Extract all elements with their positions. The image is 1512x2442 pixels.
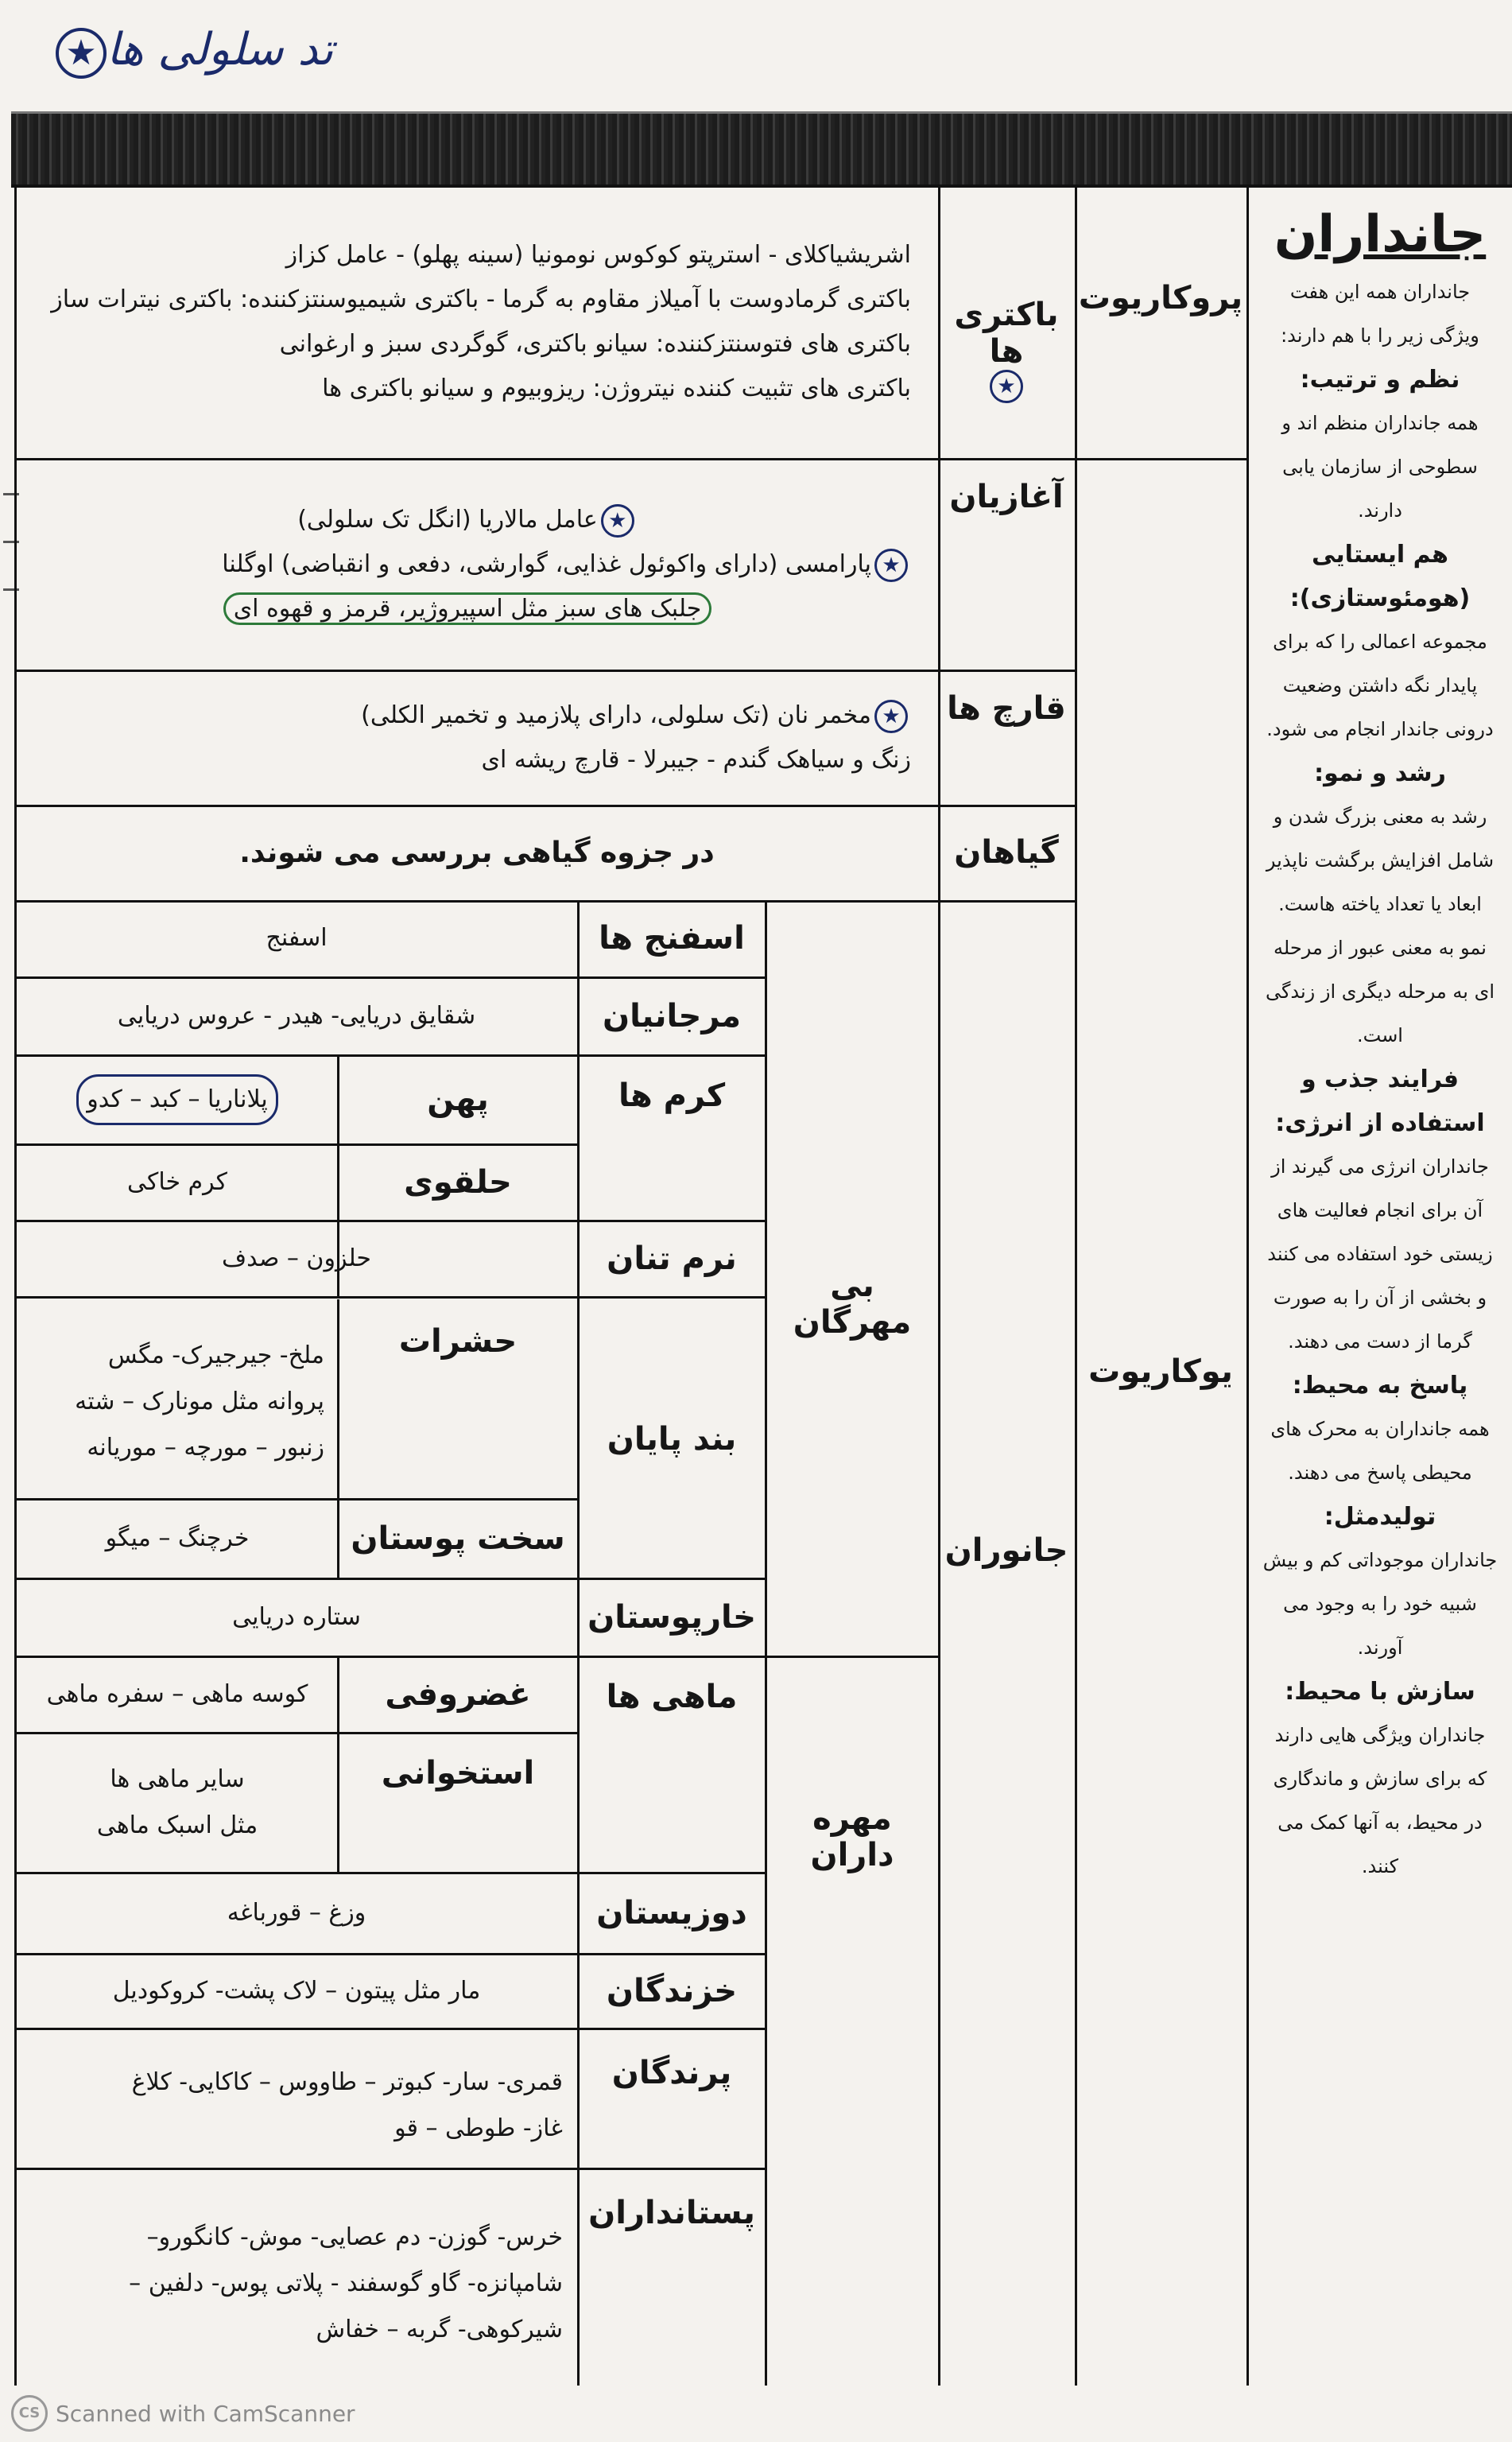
group-arthropods: بند پایان	[607, 1421, 737, 1458]
plants-note: در جزوه گیاهی بررسی می شوند.	[239, 836, 715, 869]
example-line: مثل اسبک ماهی	[96, 1811, 258, 1839]
examples-bony-fish	[17, 1733, 337, 1872]
sidebar-body: همه جانداران به محرک های محیطی پاسخ می دهند.	[1270, 1418, 1490, 1484]
table-border	[14, 458, 1075, 460]
sidebar-heading: تولیدمثل:	[1324, 1503, 1436, 1531]
examples-crustaceans: خرچنگ – میگو	[105, 1524, 250, 1552]
group-worms: کرم ها	[618, 1077, 726, 1114]
group-insects: حشرات	[398, 1323, 518, 1360]
group-bony-fish: استخوانی	[381, 1755, 535, 1792]
table-border-left	[14, 184, 17, 2386]
protist-line: جلبک های سبز مثل اسپیروژیر، قرمز و قهوه ای	[24, 587, 930, 631]
camscanner-footer	[11, 2393, 488, 2433]
group-reptiles: خزندگان	[606, 1973, 738, 2009]
group-annelids: حلقوی	[404, 1164, 512, 1201]
examples-amphibians: وزغ – قورباغه	[227, 1899, 366, 1927]
group-cartilaginous: غضروفی	[385, 1676, 531, 1713]
protist-line: ★عامل مالاریا (انگل تک سلولی)	[24, 498, 930, 542]
margin-mark	[3, 541, 19, 543]
sidebar-intro: جانداران همه این هفت ویژگی زیر را با هم دارند:	[1281, 281, 1479, 347]
sidebar-body: جانداران ویژگی هایی دارند که برای سازش و ماندگاری در محیط، به آنها کمک می کنند.	[1273, 1724, 1487, 1877]
sidebar-body: جانداران موجوداتی کم و بیش شبیه خود را به وجود می آورند.	[1262, 1549, 1498, 1659]
examples-cartilaginous: کوسه ماهی – سفره ماهی	[46, 1680, 308, 1708]
bacteria-line: باکتری گرمادوست با آمیلاز مقاوم به گرما - باکتری شیمیوسنتزکننده: باکتری نیترات ساز	[51, 285, 911, 313]
fungi-line: زنگ و سیاهک گندم - جیبرلا - قارچ ریشه ای	[481, 746, 911, 774]
example-line: پروانه مثل مونارک – شته	[75, 1388, 324, 1415]
handwritten-note: تد سلولی ها★	[48, 24, 350, 111]
camscanner-logo-icon: CS	[11, 2395, 48, 2432]
example-line: قمری- سار- کبوتر – طاووس – کاکایی- کلاغ	[131, 2068, 563, 2096]
group-birds: پرندگان	[611, 2055, 732, 2091]
protists-examples	[24, 463, 930, 666]
table-border	[1246, 184, 1249, 2386]
examples-echinoderms: ستاره دریایی	[232, 1603, 361, 1631]
group-crustaceans: سخت پوستان	[351, 1520, 565, 1557]
table-border	[938, 900, 940, 2386]
protists-label: آغازیان	[949, 479, 1064, 515]
sidebar-heading: هم ایستایی (هومئوستازی):	[1289, 541, 1471, 612]
example-line: ملخ- جیرجیرک- مگس	[107, 1341, 324, 1369]
group-corals: مرجانیان	[603, 998, 742, 1035]
sidebar-heading: سازش با محیط:	[1285, 1678, 1475, 1706]
bacteria-line: باکتری های فتوسنتزکننده: سیانو باکتری، گوگردی سبز و ارغوانی	[279, 330, 911, 358]
fungi-label: قارچ ها	[947, 690, 1066, 727]
sidebar-body: رشد به معنی بزرگ شدن و شامل افزایش برگشت ناپذیر ابعاد یا تعداد یاخته هاست. نمو به معنی عبور از مرحله ای به مرحله دیگری از زندگی است.	[1265, 806, 1495, 1046]
group-amphibians: دوزیستان	[596, 1895, 747, 1931]
example-line: شیرکوهی- گربه – خفاش	[316, 2316, 563, 2343]
bacteria-examples	[24, 191, 930, 453]
sidebar-title: جانداران	[1274, 205, 1487, 264]
star-mark-icon: ★	[990, 370, 1023, 403]
group-sponges: اسفنج ها	[599, 920, 745, 957]
group-flatworms: پهن	[427, 1081, 489, 1118]
sidebar-heading: رشد و نمو:	[1314, 759, 1446, 787]
sidebar-heading: فرایند جذب و استفاده از انرژی:	[1275, 1066, 1485, 1137]
examples-mammals	[17, 2169, 576, 2384]
sidebar-body: همه جانداران منظم اند و سطوحی از سازمان یابی دارند.	[1281, 412, 1479, 522]
group-mollusks: نرم تنان	[607, 1240, 737, 1277]
sidebar-heading: نظم و ترتیب:	[1300, 366, 1460, 394]
star-mark-icon: ★	[601, 504, 634, 538]
star-mark-icon: ★	[56, 28, 107, 79]
examples-annelids: کرم خاکی	[127, 1168, 227, 1196]
group-fishes: ماهی ها	[606, 1679, 738, 1715]
bacteria-line: باکتری های تثبیت کننده نیتروژن: ریزوبیوم و سیانو باکتری ها	[322, 375, 911, 402]
fungi-line: ★مخمر نان (تک سلولی، دارای پلازمید و تخمیر الکلی)	[24, 693, 930, 738]
table-border	[1075, 458, 1246, 460]
example-line: خرس- گوزن- دم عصایی- موش- کانگورو–	[146, 2223, 563, 2251]
sidebar-living-things	[1262, 199, 1498, 1889]
animals-label: جانوران	[944, 1532, 1068, 1569]
examples-birds	[17, 2029, 576, 2168]
bacteria-label: باکتری ها ★	[938, 270, 1075, 429]
star-mark-icon: ★	[874, 549, 908, 582]
domain-prokaryote: پروکاریوت	[1078, 280, 1243, 316]
sidebar-body: مجموعه اعمالی را که برای پایدار نگه داشتن وضعیت درونی جاندار انجام می شود.	[1266, 631, 1494, 740]
sidebar-heading: پاسخ به محیط:	[1292, 1372, 1468, 1400]
table-border	[14, 670, 1075, 672]
domain-eukaryote: یوکاریوت	[1088, 1353, 1233, 1390]
scan-header-band	[11, 111, 1512, 187]
examples-mollusks: حلزون – صدف	[222, 1244, 371, 1272]
sidebar-body: جانداران انرژی می گیرند از آن برای انجام فعالیت های زیستی خود استفاده می کنند و بخشی از آن را به صورت گرما از دست می دهند.	[1267, 1155, 1493, 1353]
example-line: سایر ماهی ها	[110, 1765, 245, 1793]
plants-label: گیاهان	[954, 834, 1059, 871]
invertebrates-label: بی مهرگان	[793, 1268, 912, 1341]
example-line: غاز- طوطی – قو	[394, 2114, 563, 2142]
examples-flatworms: پلاناریا – کبد – کدو	[17, 1056, 337, 1143]
protist-line: ★پارامسی (دارای واکوئول غذایی، گوارشی، دفعی و انقباضی) اوگلنا	[24, 542, 930, 587]
margin-mark	[3, 588, 19, 591]
margin-mark	[3, 493, 19, 495]
footer-text: Scanned with CamScanner	[56, 2400, 355, 2427]
examples-sponges: اسفنج	[266, 924, 328, 952]
group-mammals: پستانداران	[588, 2195, 755, 2231]
examples-reptiles: مار مثل پیتون – لاک پشت- کروکودیل	[112, 1977, 481, 2005]
vertebrates-label: مهره داران	[810, 1800, 894, 1873]
table-border	[1075, 184, 1077, 2386]
examples-corals: شقایق دریایی- هیدر - عروس دریایی	[117, 1002, 476, 1030]
star-mark-icon: ★	[874, 700, 908, 733]
group-echinoderms: خارپوستان	[587, 1599, 756, 1636]
examples-insects	[17, 1298, 337, 1498]
fungi-examples	[24, 674, 930, 802]
example-line: زنبور – مورچه – موریانه	[87, 1434, 324, 1462]
example-line: شامپانزه- گاو گوسفند - پلاتی پوس- دلفین –	[129, 2269, 563, 2297]
bacteria-line: اشریشیاکلای - استرپتو کوکوس نومونیا (سینه پهلو) - عامل کزاز	[285, 241, 911, 269]
